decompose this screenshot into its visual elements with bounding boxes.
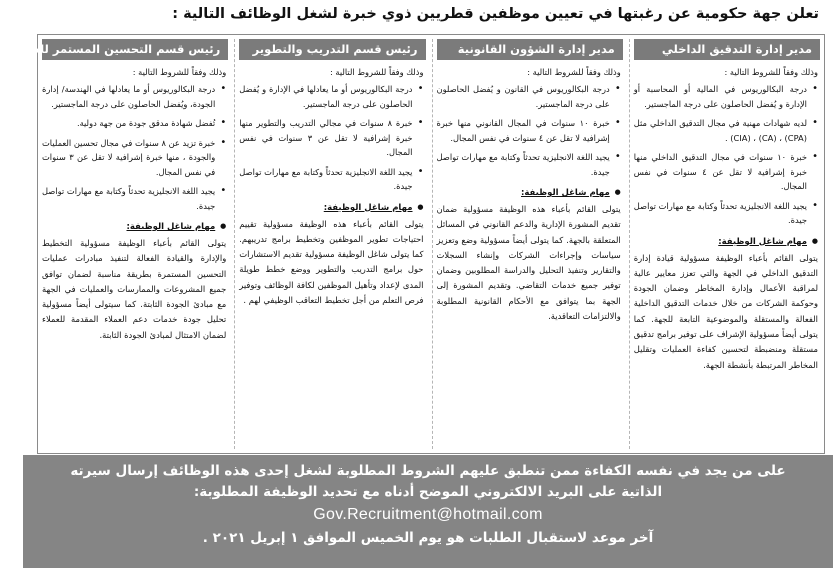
requirements-list xyxy=(239,82,425,199)
requirement-item: • درجة البكالوريوس أو ما يعادلها في الإدارة و يُفضل الحاصلون على درجة الماجستير. xyxy=(239,82,423,111)
requirement-item: • يجيد اللغة الانجليزية تحدثاً وكتابة مع مهارات تواصل جيدة. xyxy=(239,165,423,194)
requirements-list xyxy=(634,82,820,233)
job-column-legal-affairs xyxy=(432,39,623,449)
ad-headline: تعلن جهة حكومية عن رغبتها في تعيين موظفين قطريين ذوي خبرة لشغل الوظائف التالية : xyxy=(172,6,819,22)
requirement-item: • خبرة ١٠ سنوات في مجال التدقيق الداخلي منها خبرة إشرافية لا تقل عن ٤ سنوات في نفس المجال. xyxy=(634,150,818,194)
instructions-line-1: على من يجد في نفسه الكفاءة ممن تنطبق عليهم الشروط المطلوبة لشغل إحدى هذه الوظائف إرسال سيرته xyxy=(70,463,786,479)
job-title: مدير إدارة الشؤون القانونية xyxy=(437,39,623,60)
requirement-item: • خبرة تزيد عن ٨ سنوات في مجال تحسين العمليات والجودة ، منها خبرة إشرافية لا تقل عن ٣ سنوات في نفس المجال. xyxy=(42,136,226,180)
requirement-item: • يجيد اللغة الانجليزية تحدثاً وكتابة مع مهارات تواصل جيدة. xyxy=(634,199,818,228)
requirement-item: • يجيد اللغة الانجليزية تحدثاً وكتابة مع مهارات تواصل جيدة. xyxy=(437,150,621,179)
requirement-item: • درجة البكالوريوس في القانون و يُفضل الحاصلون على درجة الماجستير. xyxy=(437,82,621,111)
tasks-title: ● مهام شاغل الوظيفة: xyxy=(437,188,621,198)
requirements-list xyxy=(437,82,623,184)
recruitment-email[interactable]: Gov.Recruitment@hotmail.com xyxy=(313,506,543,523)
instructions-line-2: الذاتية على البريد الالكتروني الموضح أدناه مع تحديد الوظيفة المطلوبة: xyxy=(193,484,663,500)
requirements-list xyxy=(42,82,228,218)
tasks-title: ● مهام شاغل الوظيفة: xyxy=(239,203,423,213)
job-title: رئيس قسم التحسين المستمر للعمليات xyxy=(42,39,228,60)
job-column-internal-audit xyxy=(629,39,820,449)
tasks-description: يتولى القائم بأعباء هذه الوظيفة مسؤولية تقييم احتياجات تطوير الموظفين وتخطيط برامج تدريبهم. كما يتولى شاغل الوظيفة مسؤولية تقديم الاستشارات حول برامج التدريب والتطوير ووضع خطط طويلة المدى لإعداد وتأهيل الموظفين لكافة الوظائف وتوفير فرص التعلم من أجل تخطيط التعاقب الوظيفي لهم . xyxy=(239,218,424,305)
requirement-item: • خبرة ١٠ سنوات في المجال القانوني منها خبرة إشرافية لا تقل عن ٤ سنوات في نفس المجال. xyxy=(437,116,621,145)
requirement-item: • تُفضل شهادة مدقق جودة من جهة دولية. xyxy=(42,116,226,131)
conditions-title: وذلك وفقاً للشروط التالية : xyxy=(329,67,424,77)
requirement-item: • يجيد اللغة الانجليزية تحدثاً وكتابة مع مهارات تواصل جيدة. xyxy=(42,184,226,213)
tasks-description: يتولى القائم بأعباء هذه الوظيفة مسؤولية ضمان تقديم المشورة الإدارية والدعم القانوني في المسائل المتعلقة بالجهة. كما يتولى أيضاً مسؤولية وضع وتعزيز سياسات وإجراءات الشركات وإنشاء السجلات والتقارير وتنفيذ التحليل والدراسة المطلوبين وضمان توفير جميع خدمات التقاضي. وتقديم المشورة إلى الجهة بما يتوافق مع الأحكام القانونية المطلوبة والالتزامات التعاقدية. xyxy=(436,204,621,322)
conditions-title: وذلك وفقاً للشروط التالية : xyxy=(527,67,621,77)
application-instructions xyxy=(23,455,833,568)
requirement-item: • درجة البكالوريوس أو ما يعادلها في الهندسة/ إدارة الجودة، ويُفضل الحاصلون على درجة الماجستير. xyxy=(42,82,226,111)
tasks-title: ● مهام شاغل الوظيفة: xyxy=(42,222,226,232)
tasks-title: ● مهام شاغل الوظيفة: xyxy=(634,237,818,247)
job-title: مدير إدارة التدقيق الداخلي xyxy=(634,39,820,60)
tasks-description: يتولى القائم بأعباء الوظيفة مسؤولية قيادة إدارة التدقيق الداخلي في الجهة والتي تعزز معايير عالية لمراقبة الأعمال وإدارة المخاطر وضمان الجودة وحوكمة الشركات من خلال خدمات التدقيق الداخلية الفعالة والمستقلة والموضوعية التابعة للجهة. كما يتولى أيضاً مسؤولية الإشراف على توفير برامج تدقيق مستقلة ومنضبطة لتحسين كفاءة العمليات وتقليل المخاطر المرتبطة بأنشطة الجهة. xyxy=(633,252,818,370)
requirement-item: • خبرة ٨ سنوات في مجالي التدريب والتطوير منها خبرة إشرافية لا تقل عن ٣ سنوات في نفس المجال. xyxy=(239,116,423,160)
requirement-item: • درجة البكالوريوس في المالية أو المحاسبة أو الإدارة و يُفضل الحاصلون على درجة الماجستير. xyxy=(634,82,818,111)
job-columns xyxy=(0,34,825,454)
conditions-title: وذلك وفقاً للشروط التالية : xyxy=(132,67,227,77)
requirement-item: • لديه شهادات مهنية في مجال التدقيق الداخلي مثل (CPA) ، (CA) ، (CIA) . xyxy=(634,116,818,145)
conditions-title: وذلك وفقاً للشروط التالية : xyxy=(724,67,818,77)
job-title: رئيس قسم التدريب والتطوير xyxy=(239,39,425,60)
tasks-description: يتولى القائم بأعباء الوظيفة مسؤولية التخطيط والإدارة والقيادة الفعالة لتنفيذ مبادرات عمليات التحسين المستمرة بطريقة مناسبة لضمان توافق جميع المشروعات والممارسات والعمليات في الجهة مع مبادئ الجودة الثابتة. كما سيتولى أيضاً مسؤولية تحليل جودة خدمات دعم العملاء المقدمة للعملاء لضمان الامتثال لمبادئ الجودة الثابتة. xyxy=(42,238,227,340)
job-column-training-development xyxy=(234,39,425,449)
job-column-continuous-improvement xyxy=(0,39,228,449)
deadline-notice: آخر موعد لاستقبال الطلبات هو يوم الخميس الموافق ١ إبريل ٢٠٢١ . xyxy=(202,530,654,546)
